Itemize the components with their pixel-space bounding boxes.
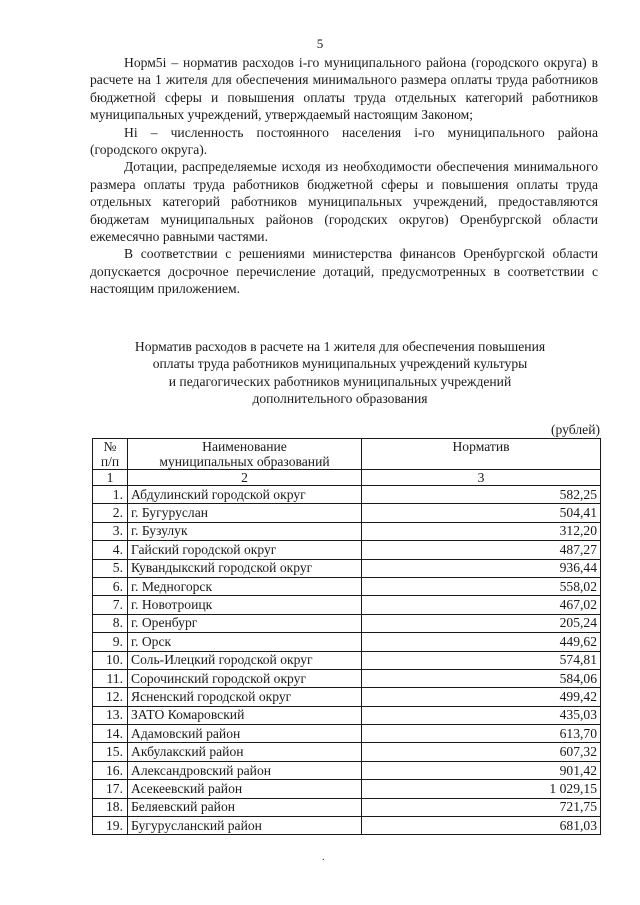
row-number: 16.	[93, 761, 128, 779]
paragraph-population-definition: Hi – численность постоянного населения i-го муниципального района (городского округа).	[90, 124, 598, 158]
row-value: 499,42	[362, 688, 601, 706]
row-value: 681,03	[362, 817, 601, 835]
row-number: 15.	[93, 743, 128, 761]
row-value: 607,32	[362, 743, 601, 761]
row-number: 3.	[93, 522, 128, 540]
row-number: 18.	[93, 798, 128, 816]
index-cell: 3	[362, 470, 601, 486]
row-name: г. Медногорск	[128, 577, 362, 595]
row-number: 13.	[93, 706, 128, 724]
table-index-row	[93, 470, 601, 486]
table-row	[93, 486, 601, 504]
table-row	[93, 522, 601, 540]
row-number: 11.	[93, 669, 128, 687]
row-name: Сорочинский городской округ	[128, 669, 362, 687]
row-name: Александровский район	[128, 761, 362, 779]
table-row	[93, 651, 601, 669]
row-name: Акбулакский район	[128, 743, 362, 761]
row-name: Беляевский район	[128, 798, 362, 816]
row-name: Асекеевский район	[128, 780, 362, 798]
row-number: 14.	[93, 725, 128, 743]
table-row	[93, 559, 601, 577]
table-row	[93, 706, 601, 724]
table-row	[93, 817, 601, 835]
table-row	[93, 633, 601, 651]
row-name: Соль-Илецкий городской округ	[128, 651, 362, 669]
row-value: 487,27	[362, 541, 601, 559]
row-number: 1.	[93, 486, 128, 504]
row-name: г. Оренбург	[128, 614, 362, 632]
table-title-line: оплаты труда работников муниципальных учреждений культуры	[152, 356, 528, 372]
row-name: Адамовский район	[128, 725, 362, 743]
bottom-mark: .	[322, 852, 325, 863]
table-row	[93, 688, 601, 706]
table-title-line: и педагогических работников муниципальных учреждений	[168, 373, 512, 389]
index-cell: 1	[93, 470, 128, 486]
row-number: 17.	[93, 780, 128, 798]
table-row	[93, 780, 601, 798]
row-value: 1 029,15	[362, 780, 601, 798]
table-row	[93, 725, 601, 743]
units-label: (рублей)	[551, 422, 600, 437]
row-value: 582,25	[362, 486, 601, 504]
paragraph-subsidies: Дотации, распределяемые исходя из необходимости обеспечения минимального размера оплаты труда работников бюджетной сферы и повышения оплаты труда отдельных категорий работников муниципальных учреждений, предоставляются бюджетам муниципальных районов (городских округов) Оренбургской области ежемесячно равными частями.	[90, 159, 598, 245]
row-name: Абдулинский городской округ	[128, 486, 362, 504]
table-row	[93, 504, 601, 522]
header-norm: Норматив	[362, 439, 601, 470]
header-number: № п/п	[93, 439, 128, 470]
row-name: г. Бугуруслан	[128, 504, 362, 522]
row-number: 10.	[93, 651, 128, 669]
row-value: 901,42	[362, 761, 601, 779]
table-row	[93, 577, 601, 595]
row-value: 936,44	[362, 559, 601, 577]
table-header-row	[93, 439, 601, 470]
row-number: 4.	[93, 541, 128, 559]
row-name: Бугурусланский район	[128, 817, 362, 835]
row-name: Гайский городской округ	[128, 541, 362, 559]
row-value: 574,81	[362, 651, 601, 669]
row-value: 467,02	[362, 596, 601, 614]
row-value: 558,02	[362, 577, 601, 595]
row-value: 449,62	[362, 633, 601, 651]
row-number: 5.	[93, 559, 128, 577]
header-name: Наименование муниципальных образований	[128, 439, 362, 470]
row-value: 613,70	[362, 725, 601, 743]
table-title-line: Норматив расходов в расчете на 1 жителя для обеспечения повышения	[134, 339, 546, 354]
row-number: 9.	[93, 633, 128, 651]
row-value: 504,41	[362, 504, 601, 522]
row-name: Ясненский городской округ	[128, 688, 362, 706]
table-title-line: дополнительного образования	[252, 391, 428, 407]
row-number: 19.	[93, 817, 128, 835]
paragraph-early-transfer: В соответствии с решениями министерства финансов Оренбургской области допускается досрочное перечисление дотаций, предусмотренных в соответствии с настоящим приложением.	[90, 246, 598, 297]
body-text	[90, 54, 598, 298]
row-number: 8.	[93, 614, 128, 632]
row-name: ЗАТО Комаровский	[128, 706, 362, 724]
row-number: 2.	[93, 504, 128, 522]
table-row	[93, 743, 601, 761]
table-row	[93, 669, 601, 687]
table-row	[93, 541, 601, 559]
row-number: 12.	[93, 688, 128, 706]
row-name: г. Орск	[128, 633, 362, 651]
table-row	[93, 761, 601, 779]
table-title	[80, 338, 600, 408]
index-cell: 2	[128, 470, 362, 486]
row-number: 7.	[93, 596, 128, 614]
row-value: 584,06	[362, 669, 601, 687]
table-row	[93, 614, 601, 632]
table-row	[93, 798, 601, 816]
row-name: Кувандыкский городской округ	[128, 559, 362, 577]
row-number: 6.	[93, 577, 128, 595]
paragraph-norm-definition: Норм5i – норматив расходов i-го муниципального района (городского округа) в расчете на 1 жителя для обеспечения минимального размера оплаты труда работников бюджетной сферы и повышения оплаты труда отдельных категорий работников муниципальных учреждений, утверждаемый настоящим Законом;	[90, 55, 598, 123]
page-number: 5	[316, 36, 324, 51]
row-name: г. Бузулук	[128, 522, 362, 540]
row-name: г. Новотроицк	[128, 596, 362, 614]
norms-table	[92, 438, 601, 835]
row-value: 721,75	[362, 798, 601, 816]
row-value: 205,24	[362, 614, 601, 632]
row-value: 312,20	[362, 522, 601, 540]
row-value: 435,03	[362, 706, 601, 724]
table-row	[93, 596, 601, 614]
